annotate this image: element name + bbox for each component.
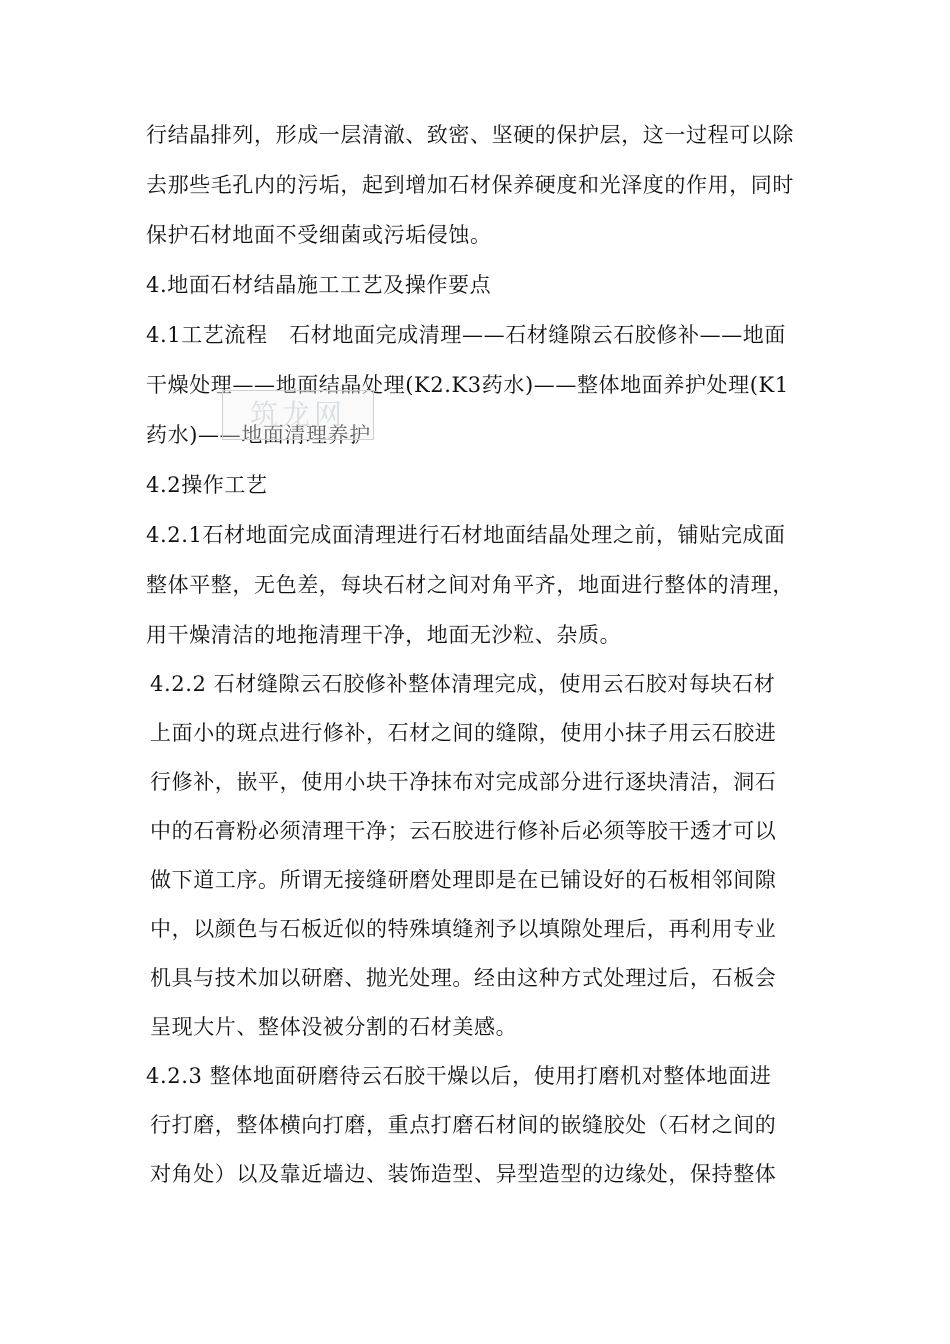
text-line: 对角处）以及靠近墙边、装饰造型、异型造型的边缘处，保持整体 — [150, 1162, 777, 1186]
text-line: 用干燥清洁的地拖清理干净，地面无沙粒、杂质。 — [146, 623, 622, 647]
text-line: 去那些毛孔内的污垢，起到增加石材保养硬度和光泽度的作用，同时 — [146, 173, 794, 197]
text-line: 呈现大片、整体没被分割的石材美感。 — [150, 1015, 518, 1039]
text-line: 中，以颜色与石板近似的特殊填缝剂予以填隙处理后，再利用专业 — [150, 917, 777, 941]
text-line: 机具与技术加以研磨、抛光处理。经由这种方式处理过后，石板会 — [150, 966, 777, 990]
text-line: 行修补，嵌平，使用小块干净抹布对完成部分进行逐块清洁，洞石 — [150, 770, 777, 794]
text-line: 4.2.2 石材缝隙云石胶修补整体清理完成，使用云石胶对每块石材 — [150, 672, 776, 696]
text-line: 干燥处理——地面结晶处理(K2.K3药水)——整体地面养护处理(K1 — [146, 373, 789, 397]
text-line: 4.2.3 整体地面研磨待云石胶干燥以后，使用打磨机对整体地面进 — [146, 1064, 772, 1088]
text-line: 行打磨，整体横向打磨，重点打磨石材间的嵌缝胶处（石材之间的 — [150, 1113, 777, 1137]
text-line: 中的石膏粉必须清理干净；云石胶进行修补后必须等胶干透才可以 — [150, 819, 777, 843]
text-line: 上面小的斑点进行修补，石材之间的缝隙，使用小抹子用云石胶进 — [150, 721, 777, 745]
subsection-heading: 4.2操作工艺 — [146, 473, 268, 497]
text-line: 4.2.1石材地面完成面清理进行石材地面结晶处理之前，铺贴完成面 — [146, 523, 786, 547]
text-line: 保护石材地面不受细菌或污垢侵蚀。 — [146, 223, 492, 247]
text-line: 4.1工艺流程 石材地面完成清理——石材缝隙云石胶修补——地面 — [146, 323, 786, 347]
watermark: 筑龙网 — [222, 390, 374, 440]
text-line: 行结晶排列，形成一层清澈、致密、坚硬的保护层，这一过程可以除 — [146, 123, 794, 147]
text-line: 药水)——地面清理养护 — [146, 423, 371, 447]
section-heading: 4.地面石材结晶施工工艺及操作要点 — [146, 273, 492, 297]
text-line: 整体平整，无色差，每块石材之间对角平齐，地面进行整体的清理， — [146, 573, 794, 597]
text-line: 做下道工序。所谓无接缝研磨处理即是在已铺设好的石板相邻间隙 — [150, 868, 777, 892]
